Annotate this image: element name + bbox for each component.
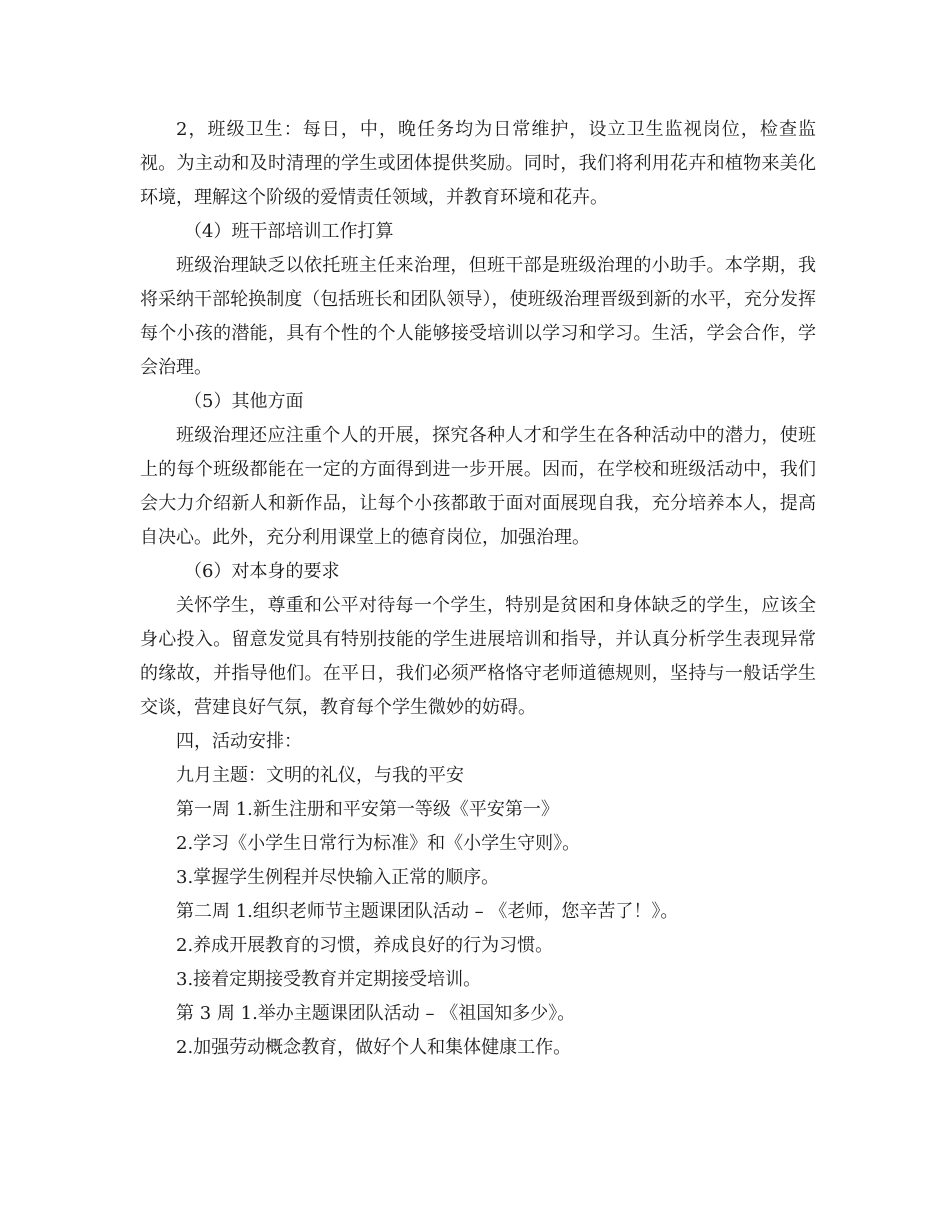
week2-item1: 第二周 1.组织老师节主题课团队活动 – 《老师，您辛苦了！》。 — [176, 901, 679, 922]
paragraph-other-aspects: 班级治理还应注重个人的开展，探究各种人才和学生在各种活动中的潜力，使班上的每个班级都能在一定的方面得到进一步开展。因而，在学校和班级活动中，我们会大力介绍新人和新作品，让每个小孩都敢于面对面展现自我，充分培养本人，提高自决心。此外，充分利用课堂上的德育岗位，加强治理。 — [140, 425, 816, 548]
document-page — [140, 113, 816, 1065]
week3-item2: 2.加强劳动概念教育，做好个人和集体健康工作。 — [176, 1037, 572, 1058]
paragraph-cadre-training: 班级治理缺乏以依托班主任来治理，但班干部是班级治理的小助手。本学期，我将采纳干部轮换制度（包括班长和团队领导），使班级治理晋级到新的水平，充分发挥每个小孩的潜能，具有个性的个人能够接受培训以学习和学习。生活，学会合作，学会治理。 — [140, 255, 816, 378]
paragraph-class-hygiene: 2，班级卫生：每日，中，晚任务均为日常维护，设立卫生监视岗位，检查监视。为主动和及时清理的学生或团体提供奖励。同时，我们将利用花卉和植物来美化环境，理解这个阶级的爱情责任领域，并教育环境和花卉。 — [140, 119, 816, 208]
week2-item2: 2.养成开展教育的习惯，养成良好的行为习惯。 — [176, 935, 554, 956]
paragraph-self-requirements: 关怀学生，尊重和公平对待每一个学生，特别是贫困和身体缺乏的学生，应该全身心投入。留意发觉具有特别技能的学生进展培训和指导，并认真分析学生表现异常的缘故，并指导他们。在平日，我们必须严格恪守老师道德规则，坚持与一般话学生交谈，营建良好气氛，教育每个学生微妙的妨碍。 — [140, 595, 816, 718]
heading-other-aspects: （5）其他方面 — [184, 391, 304, 412]
heading-self-requirements: （6）对本身的要求 — [184, 561, 340, 582]
section-title-activities: 四，活动安排： — [176, 731, 302, 752]
week1-item3: 3.掌握学生例程并尽快输入正常的顺序。 — [176, 867, 500, 888]
heading-cadre-training: （4）班干部培训工作打算 — [184, 221, 394, 242]
week3-item1: 第 3 周 1.举办主题课团队活动 – 《祖国知多少》。 — [176, 1003, 576, 1024]
week2-item3: 3.接着定期接受教育并定期接受培训。 — [176, 969, 482, 990]
week1-item1: 第一周 1.新生注册和平安第一等级《平安第一》 — [176, 799, 559, 820]
theme-september: 九月主题：文明的礼仪，与我的平安 — [176, 765, 464, 786]
week1-item2: 2.学习《小学生日常行为标准》和《小学生守则》。 — [176, 833, 581, 854]
